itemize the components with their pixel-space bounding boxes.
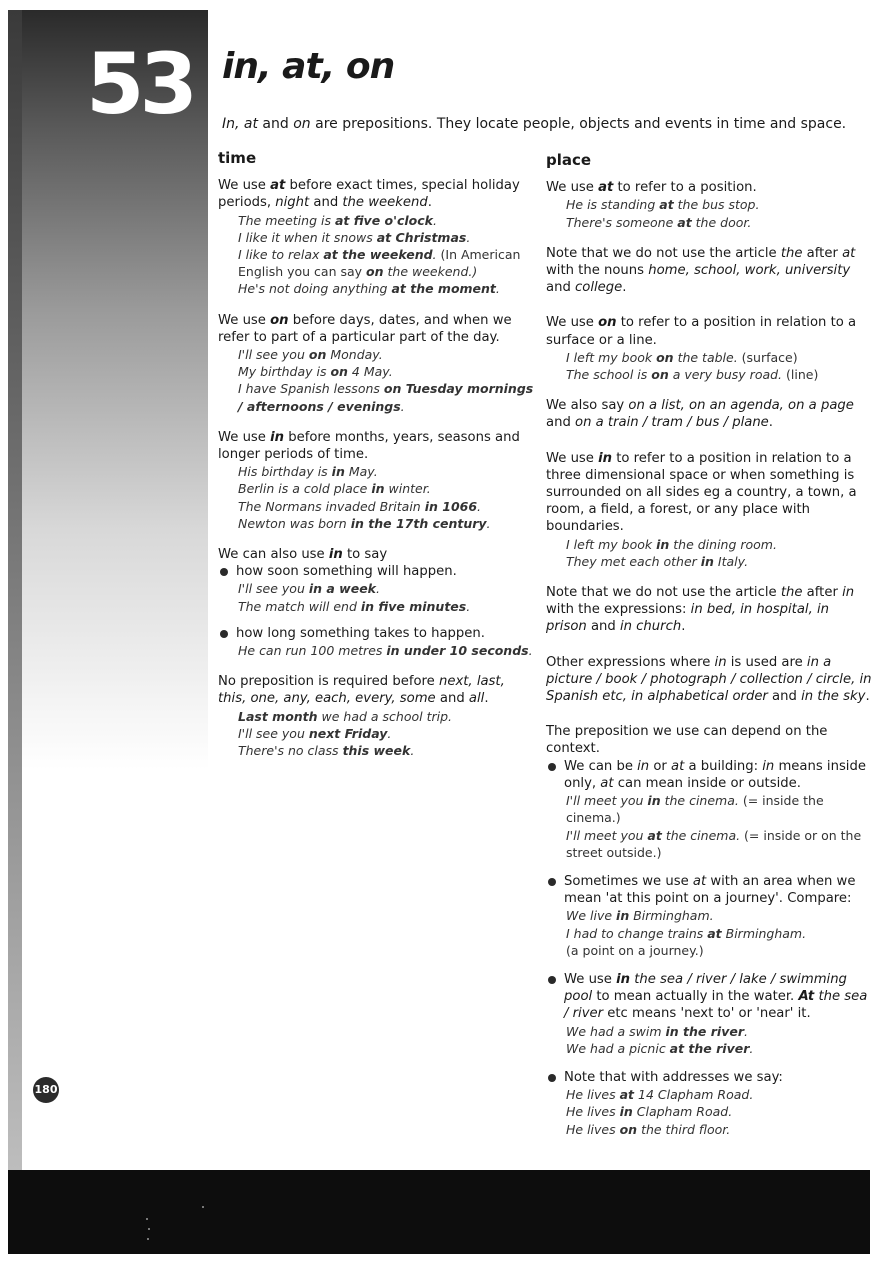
example-line: I'll see you in a week. (238, 581, 380, 597)
time-heading: time (218, 149, 257, 167)
page-edge-shadow (8, 10, 22, 1170)
example-line: I have Spanish lessons on Tuesday mornings / afternoons / evenings. (238, 381, 534, 414)
place-in-note: Note that we do not use the article the after in with the expressions: in bed, in hospital, in prison and in church. (546, 585, 855, 635)
unit-title: in, at, on (222, 46, 395, 87)
time-on-block: We use on before days, dates, and when we refer to part of a particular part of the day. I'll see you on Monday. My birthday is on 4 May. I have Spanish lessons on Tuesday mornings / afternoons / evenings. (218, 312, 536, 415)
example-line: The match will end in five minutes. (238, 598, 471, 614)
example-line: Last month we had a school trip. (238, 708, 453, 724)
scan-speck (202, 1206, 204, 1208)
time-at-block: We use at before exact times, special holiday periods, night and the weekend. The meeting is at five o'clock. I like it when it snows at Christmas. I like to relax at the weekend. (In American English you can say on the weekend.) He's not doing anything at the moment. (218, 177, 536, 297)
place-at-block: We use at to refer to a position. He is standing at the bus stop. There's someone at the door. (546, 179, 872, 231)
example-line: He lives at 14 Clapham Road. (566, 1087, 754, 1103)
example-line: I'll see you next Friday. (238, 725, 392, 741)
place-column (546, 152, 872, 1152)
example-line: We had a picnic at the river. (566, 1040, 754, 1056)
example-line: The Normans invaded Britain in 1066. (238, 498, 482, 514)
unit-number: 53 (86, 35, 193, 133)
example-line: We had a swim in the river. (566, 1023, 748, 1039)
example-line: He's not doing anything at the moment. (238, 281, 500, 297)
bullet-item: Sometimes we use at with an area when we mean 'at this point on a journey'. Compare: (546, 873, 872, 907)
time-in-extra-block: We can also use in to say how soon something will happen. I'll see you in a week. The match will end in five minutes. how long something takes to happen. He can run 100 metres in under 10 seconds. (218, 546, 536, 659)
example-line: Newton was born in the 17th century. (238, 515, 491, 531)
example-line: I'll see you on Monday. (238, 347, 383, 363)
time-in-block: We use in before months, years, seasons and longer periods of time. His birthday is in May. Berlin is a cold place in winter. The Normans invaded Britain in 1066. Newton was born in the 17th century. (218, 429, 536, 532)
place-heading: place (546, 151, 592, 169)
example-line: He is standing at the bus stop. (566, 197, 760, 213)
example-line: I like to relax at the weekend. (In American English you can say on the weekend.) (238, 247, 521, 280)
bullet-item: how soon something will happen. (218, 563, 536, 580)
example-line: Berlin is a cold place in winter. (238, 481, 431, 497)
scan-speck (148, 1228, 150, 1230)
time-column (218, 150, 536, 773)
place-on-block: We use on to refer to a position in relation to a surface or a line. I left my book on the table. (surface) The school is on a very busy road. (line) (546, 314, 872, 383)
example-line: I'll meet you at the cinema. (= inside or on the street outside.) (566, 827, 862, 860)
example-line: I'll meet you in the cinema. (= inside the cinema.) (566, 793, 824, 826)
bullet-item: how long something takes to happen. (218, 625, 536, 642)
place-in-block: We use in to refer to a position in relation to a three dimensional space or when something is surrounded on all sides eg a country, a town, a room, a field, a forest, or any place with boundaries. I left my book in the dining room. They met each other in Italy. (546, 450, 872, 570)
left-gradient-band (8, 10, 208, 1170)
example-line: His birthday is in May. (238, 464, 378, 480)
example-line: We live in Birmingham. (566, 908, 714, 924)
place-in-expressions: Other expressions where in is used are in a picture / book / photograph / collection / circle, in Spanish etc, in alphabetical order and in the sky. (546, 654, 872, 705)
bullet-item: We use in the sea / river / lake / swimming pool to mean actually in the water. At the sea / river etc means 'next to' or 'near' it. (546, 971, 872, 1023)
example-line: My birthday is on 4 May. (238, 364, 393, 380)
example-line: He lives on the third floor. (566, 1121, 731, 1137)
example-line: I left my book on the table. (surface) (566, 349, 798, 365)
example-line: I had to change trains at Birmingham. (566, 925, 807, 941)
time-no-preposition-block: No preposition is required before next, last, this, one, any, each, every, some and all. Last month we had a school trip. I'll see you next Friday. There's no class this week. (218, 673, 536, 759)
bullet-item: We can be in or at a building: in means inside only, at can mean inside or outside. (546, 758, 872, 792)
bullet-item: Note that with addresses we say: (546, 1069, 872, 1086)
scan-speck (146, 1218, 148, 1220)
page-number-badge: 180 (33, 1077, 59, 1103)
example-line: There's no class this week. (238, 743, 415, 759)
scan-speck (147, 1238, 149, 1240)
example-line: (a point on a journey.) (566, 942, 704, 958)
place-context-block: The preposition we use can depend on the context. We can be in or at a building: in means inside only, at can mean inside or outside. I'll meet you in the cinema. (= inside the cinema.) I'll meet you at the cinema. (= inside or on the street outside.) Sometimes we use at with an area when we mean 'at this point on a journey'. Compare: We live in Birmingham. I had to change trains at Birmingham. (a point on a journey.) We use in the sea / river / lake / swimming pool to mean actually in the water. At the sea / river etc means 'next to' or 'near' it. We had a swim in the river. We had a picnic at the river. Note that with addresses we say: He lives at 14 Clapham Road. He lives in Clapham Road. He lives on the third floor. (546, 723, 872, 1137)
footer-scan-band (8, 1170, 870, 1254)
place-at-note: Note that we do not use the article the after at with the nouns home, school, work, university and college. (546, 245, 856, 296)
example-line: There's someone at the door. (566, 214, 752, 230)
intro-text: In, at and on are prepositions. They locate people, objects and events in time and space. (222, 116, 847, 132)
example-line: I left my book in the dining room. (566, 536, 777, 552)
example-line: The meeting is at five o'clock. (238, 212, 437, 228)
example-line: I like it when it snows at Christmas. (238, 229, 471, 245)
example-line: He lives in Clapham Road. (566, 1104, 733, 1120)
example-line: They met each other in Italy. (566, 553, 749, 569)
place-on-note: We also say on a list, on an agenda, on a page and on a train / tram / bus / plane. (546, 398, 854, 431)
example-line: He can run 100 metres in under 10 seconds. (238, 643, 533, 659)
example-line: The school is on a very busy road. (line) (566, 367, 819, 383)
